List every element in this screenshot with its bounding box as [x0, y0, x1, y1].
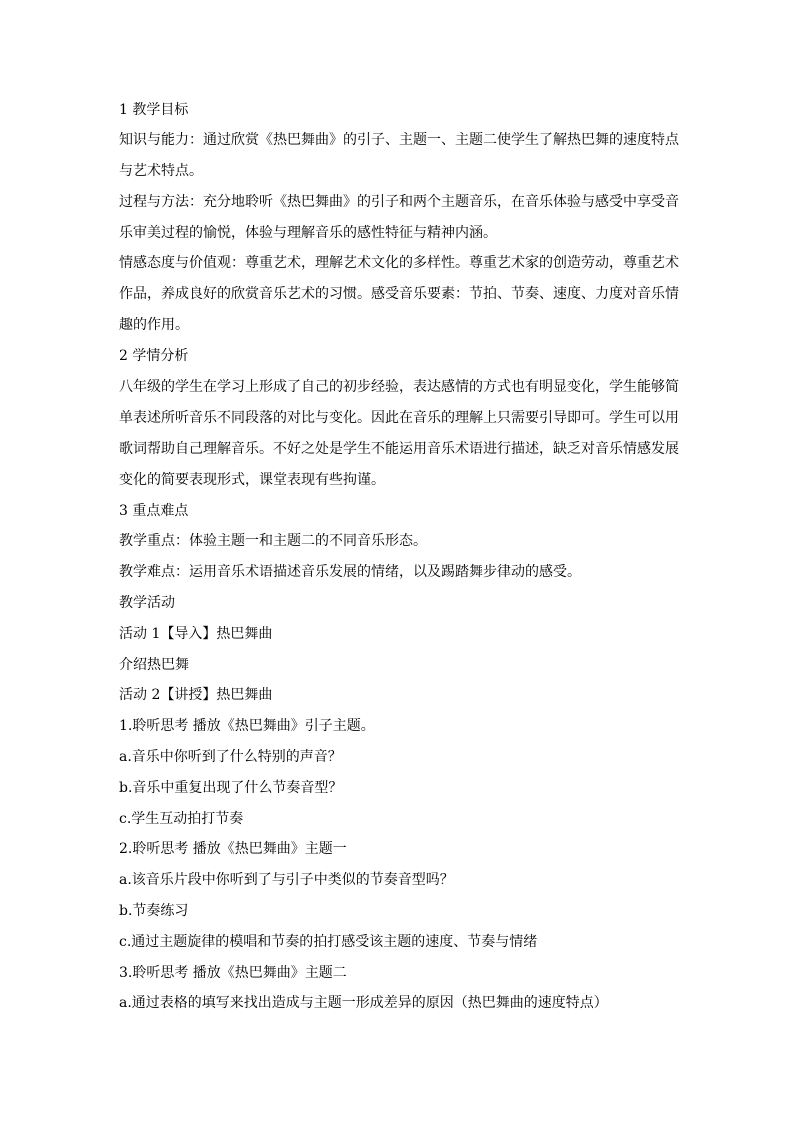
teaching-difficult-point: 教学难点：运用音乐术语描述音乐发展的情绪，以及踢踏舞步律动的感受。 [119, 564, 581, 581]
step-3-title: 3.聆听思考 播放《热巴舞曲》主题二 [119, 964, 347, 981]
section-heading-teaching-goals: 1 教学目标 [119, 102, 189, 118]
paragraph-learner-analysis [119, 372, 679, 496]
step-2-item-b: b.节奏练习 [119, 902, 189, 919]
paragraph-emotion-attitude [119, 248, 679, 341]
step-1-item-a: a.音乐中你听到了什么特别的声音？ [119, 748, 342, 765]
paragraph-process-method [119, 187, 679, 249]
step-1-title: 1.聆听思考 播放《热巴舞曲》引子主题。 [119, 718, 375, 735]
text-line: 过程与方法：充分地聆听《热巴舞曲》的引子和两个主题音乐，在音乐体验与感受中享受音 [119, 193, 679, 210]
step-2-title: 2.聆听思考 播放《热巴舞曲》主题一 [119, 841, 347, 858]
step-2-item-a: a.该音乐片段中你听到了与引子中类似的节奏音型吗？ [119, 872, 454, 889]
activity-1-title: 活动 1【导入】热巴舞曲 [119, 625, 273, 642]
step-1-item-b: b.音乐中重复出现了什么节奏音型？ [119, 779, 343, 796]
section-heading-teaching-activities: 教学活动 [119, 594, 175, 611]
step-3-item-a: a.通过表格的填写来找出造成与主题一形成差异的原因（热巴舞曲的速度特点） [119, 995, 608, 1012]
step-1-item-c: c.学生互动拍打节奏 [119, 810, 244, 827]
text-line: 作品，养成良好的欣赏音乐艺术的习惯。感受音乐要素：节拍、节奏、速度、力度对音乐情 [119, 286, 679, 303]
text-line: 情感态度与价值观：尊重艺术，理解艺术文化的多样性。尊重艺术家的创造劳动，尊重艺术 [119, 255, 679, 272]
text-line: 趣的作用。 [119, 317, 189, 334]
text-line: 知识与能力：通过欣赏《热巴舞曲》的引子、主题一、主题二使学生了解热巴舞的速度特点 [119, 132, 679, 149]
activity-1-body: 介绍热巴舞 [119, 656, 189, 673]
step-2-item-c: c.通过主题旋律的模唱和节奏的拍打感受该主题的速度、节奏与情绪 [119, 933, 538, 950]
teaching-key-point: 教学重点：体验主题一和主题二的不同音乐形态。 [119, 533, 427, 550]
text-line: 单表述所听音乐不同段落的对比与变化。因此在音乐的理解上只需要引导即可。学生可以用 [119, 409, 679, 426]
section-heading-learner-analysis: 2 学情分析 [119, 348, 189, 365]
text-line: 八年级的学生在学习上形成了自己的初步经验，表达感情的方式也有明显变化，学生能够简 [119, 378, 679, 395]
text-line: 乐审美过程的愉悦，体验与理解音乐的感性特征与精神内涵。 [119, 224, 497, 241]
text-line: 变化的简要表现形式，课堂表现有些拘谨。 [119, 471, 385, 488]
text-line: 歌词帮助自己理解音乐。不好之处是学生不能运用音乐术语进行描述，缺乏对音乐情感发展 [119, 440, 679, 457]
section-heading-key-difficult-points: 3 重点难点 [119, 502, 189, 519]
activity-2-title: 活动 2【讲授】热巴舞曲 [119, 687, 273, 704]
paragraph-knowledge-ability [119, 125, 679, 187]
text-line: 与艺术特点。 [119, 163, 203, 180]
document-body [119, 100, 679, 1024]
